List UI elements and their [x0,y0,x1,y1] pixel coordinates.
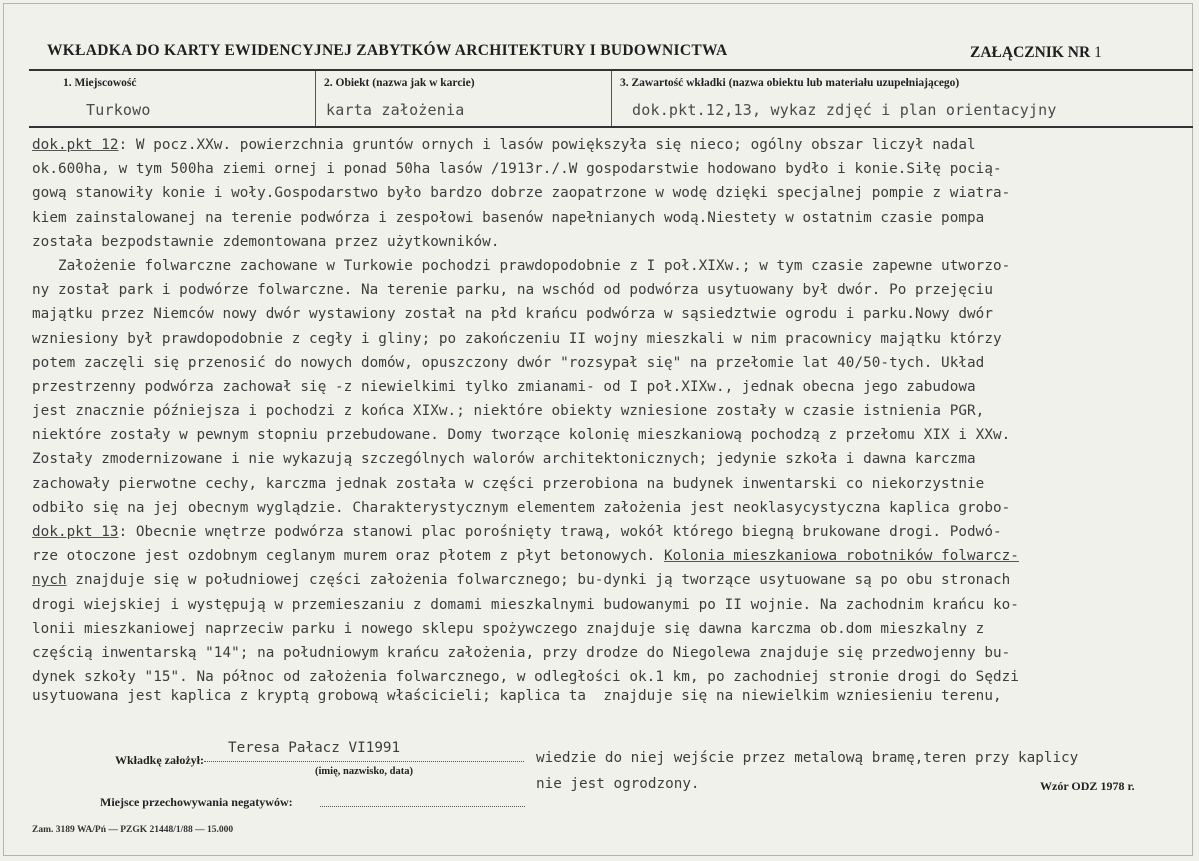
field-locality-value: Turkowo [86,101,151,119]
body-line [32,133,1198,157]
compiled-by-dotted-line [204,761,524,762]
body-line: została bezpodstawnie zdemontowana przez użytkowników. [32,233,500,250]
form-title: WKŁADKA DO KARTY EWIDENCYJNEJ ZABYTKÓW ARCHITEKTURY I BUDOWNICTWA [47,42,728,59]
field-object-value: karta założenia [326,101,465,119]
body-continuation: nie jest ogrodzony. [536,776,700,792]
field-object-label: 2. Obiekt (nazwa jak w karcie) [324,77,475,89]
body-line [32,520,1198,544]
body-line: drogi wiejskiej i występują w przemieszaniu z domami mieszkalnymi budowanymi po II wojnie. Na zachodnim krańcu ko- [32,596,1019,613]
body-line: jest znacznie późniejsza i pochodzi z końca XIXw.; niektóre obiekty wzniesione zostały w czasie istnienia PGR, [32,403,985,420]
body-line: kiem zainstalowanej na terenie podwórza i zespołowi basenów napełnianych wodą.Niestety w ostatnim czasie pompa [32,209,985,226]
compiled-by-label: Wkładkę założył: [115,753,204,767]
attachment-label: ZAŁĄCZNIK NR [970,44,1091,61]
body-line: majątku przez Niemców nowy dwór wystawiony został na płd krańcu podwórza w sąsiedztwie ogrodu i parku.Nowy dwór [32,306,993,323]
body-line: niektóre zostały w pewnym stopniu przebudowane. Domy tworzące kolonię mieszkaniową pochodzą z przełomu XIX i XXw. [32,427,1011,444]
body-line: potem zaczęli się przenosić do nowych domów, opuszczony dwór "rozsypał się" na przełomie lat 40/50-tych. Układ [32,354,985,371]
body-continuation: wiedzie do niej wejście przez metalową bramę,teren przy kaplicy [536,750,1079,766]
body-line: dynek szkoły "15". Na północ od założenia folwarcznego, w odległości ok.1 km, po zachodniej stronie drogi do Sędzi [32,669,1019,686]
body-line: ok.600ha, w tym 500ha ziemi ornej i ponad 50ha lasów /1913r./.W gospodarstwie hodowano bydło i konie.Siłę pocią- [32,161,1002,178]
body-line-text: : W pocz.XXw. powierzchnia gruntów ornych i lasów powiększyła się nieco; ogólny obszar liczył nadal [118,137,976,153]
negatives-label: Miejsce przechowywania negatywów: [100,795,293,809]
body-line [32,544,1198,568]
negatives-dotted-line [320,806,525,807]
field-locality-label: 1. Miejscowość [63,77,137,89]
body-line: ny został park i podwórze folwarczne. Na terenie parku, na wschód od podwórza usytuowany był dwór. Po przejęciu [32,282,993,299]
body-line: Zostały zmodernizowane i nie wykazują szczególnych walorów architektonicznych; jedynie szkoła i dawna karczma [32,451,976,468]
body-line: usytuowana jest kaplica z kryptą grobową właścicieli; kaplica ta znajduje się na niewielkim wzniesieniu terenu, [32,688,1002,705]
body-line: zachowały pierwotne cechy, karczma jednak została w części przerobiona na budynek inwentarski co niekorzystnie [32,475,985,492]
section-ref-13: dok.pkt 13 [32,524,119,540]
section-ref-12: dok.pkt 12 [32,137,119,153]
body-line-text: : Obecnie wnętrze podwórza stanowi plac porośnięty trawą, wokół którego biegną brukowane drogi. Podwó- [118,524,1002,540]
body-line: lonii mieszkaniowej naprzeciw parku i nowego sklepu spożywczego znajduje się dawna karczma ob.dom mieszkalny z [32,620,985,637]
body-line: Założenie folwarczne zachowane w Turkowie pochodzi prawdopodobnie z I poł.XIXw.; w tym czasie zapewne utworzo- [32,257,1011,274]
field-object [316,71,612,126]
attachment-number [970,44,1102,62]
underlined-phrase: Kolonia mieszkaniowa robotników folwarcz- [664,548,1019,565]
field-contents-value: dok.pkt.12,13, wykaz zdjęć i plan orientacyjny [632,101,1057,119]
field-contents [612,71,1193,126]
body-line: wzniesiony był prawdopodobnie z cegły i gliny; po zakończeniu II wojny mieszkali w nim pracownicy majątku którzy [32,330,1002,347]
compiled-by-value: Teresa Pałacz VI1991 [228,740,401,756]
attachment-value: 1 [1094,44,1102,61]
form-pattern: Wzór ODZ 1978 r. [1040,779,1135,793]
print-info: Zam. 3189 WA/Pń — PZGK 21448/1/88 — 15.000 [32,825,234,835]
field-contents-label: 3. Zawartość wkładki (nazwa obiektu lub materiału uzupełniającego) [620,77,960,89]
header-fields-table [29,69,1193,128]
body-line: gową stanowiły konie i woły.Gospodarstwo było bardzo dobrze zaopatrzone w wodę dzięki specjalnej pompie z wiatra- [32,185,1011,202]
compiled-by-hint: (imię, nazwisko, data) [315,766,413,777]
field-locality [29,71,316,126]
underlined-phrase: nych [32,572,67,589]
body-line-text: znajduje się w południowej części założenia folwarcznego; bu-dynki ją tworzące usytuowane są po obu stronach [66,572,1011,589]
body-line: przestrzenny podwórza zachował się -z niewielkimi tylko zmianami- od I poł.XIXw., jednak obecna jego zabudowa [32,378,976,395]
body-line-text: rze otoczone jest ozdobnym ceglanym murem oraz płotem z płyt betonowych. [32,548,664,565]
typed-body [32,133,1198,703]
body-line: odbiło się na jej obecnym wyglądzie. Charakterystycznym elementem założenia jest neoklasycystyczna kaplica grobo- [32,499,1011,516]
body-line [32,568,1198,592]
body-line: częścią inwentarską "14"; na południowym krańcu założenia, przy drodze do Niegolewa znajduje się przedwojenny bu- [32,644,1011,661]
